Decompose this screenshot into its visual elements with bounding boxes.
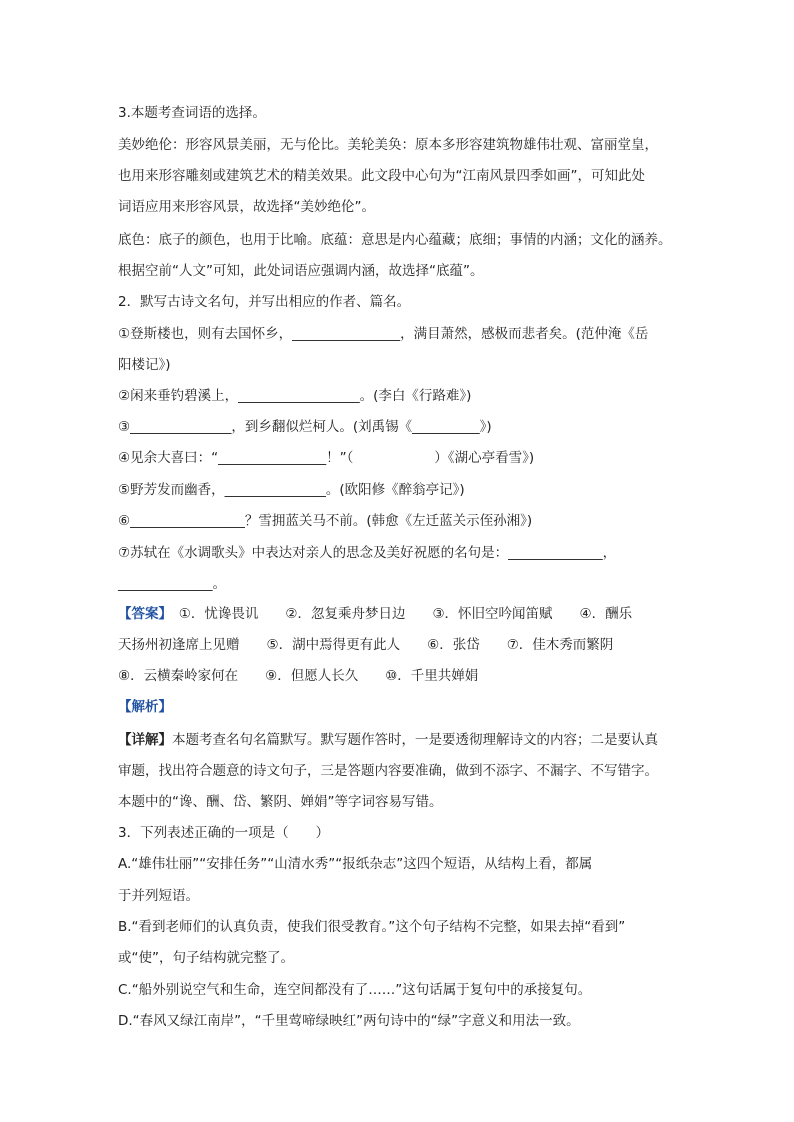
detail-text: 本题考查名句名篇默写。默写题作答时，一是要透彻理解诗文的内容；二是要认真 [172,732,658,748]
answer-tag: 【答案】 [118,606,166,622]
item-3-title: 3.本题考查词语的选择。 [118,105,266,121]
explanation-line: 底色：底子的颜色，也用于比喻。底蕴：意思是内心蕴藏；底细；事情的内涵；文化的涵养。 [118,232,672,248]
option-b: B.“看到老师们的认真负责，使我们很受教育。”这个句子结构不完整，如果去掉“看到” [118,919,626,935]
answer-line [118,605,632,623]
question-2-item: ④见余大喜曰：“________________！”（ ）《湖心亭看雪》) [118,450,535,466]
option-a: A.“雄伟壮丽”“安排任务”“山清水秀”“报纸杂志”这四个短语，从结构上看，都属 [118,856,593,872]
question-2-item: ①登斯楼也，则有去国怀乡，________________，满目萧然，感极而悲者矣。(范仲淹《岳 [118,326,649,342]
question-2-item: ③_______________，到乡翻似烂柯人。(刘禹锡《__________》) [118,419,492,435]
explanation-line: 也用来形容雕刻或建筑艺术的精美效果。此文段中心句为“江南风景四季如画”，可知此处 [118,168,645,184]
option-d: D.“春风又绿江南岸”，“千里莺啼绿映红”两句诗中的“绿”字意义和用法一致。 [118,1013,580,1029]
question-3-stem: 3．下列表述正确的一项是（ ） [118,825,330,841]
detail-tag: 【详解】 [118,732,172,748]
answer-text: ①．忧谗畏讥 ②．忽复乘舟梦日边 ③．怀旧空吟闻笛赋 ④．酬乐 [165,606,633,622]
question-2-item: 阳楼记》) [118,357,171,373]
answer-line: ⑧．云横秦岭家何在 ⑨．但愿人长久 ⑩．千里共婵娟 [118,668,479,684]
question-2-item: ⑥_________________？雪拥蓝关马不前。(韩愈《左迁蓝关示侄孙湘》) [118,513,533,529]
option-b-cont: 或“使”，句子结构就完整了。 [118,950,294,966]
answer-line: 天扬州初逢席上见赠 ⑤．湖中焉得更有此人 ⑥．张岱 ⑦．佳木秀而繁阴 [118,637,614,653]
explanation-line: 词语应用来形容风景，故选择“美妙绝伦”。 [118,199,375,215]
detail-line [118,731,658,749]
question-2-item: ⑤野芳发而幽香，_______________。(欧阳修《醉翁亭记》) [118,482,465,498]
option-c: C.“船外别说空气和生命，连空间都没有了……”这句话属于复句中的承接复句。 [118,982,592,998]
detail-line: 审题，找出符合题意的诗文句子，三是答题内容要准确，做到不添字、不漏字、不写错字。 [118,763,658,779]
explanation-line: 美妙绝伦：形容风景美丽，无与伦比。美轮美奂：原本多形容建筑物雄伟壮观、富丽堂皇， [118,137,658,153]
analysis-tag: 【解析】 [118,699,172,715]
explanation-line: 根据空前“人文”可知，此处词语应强调内涵，故选择“底蕴”。 [118,263,484,279]
question-2-item: ⑦苏轼在《水调歌头》中表达对亲人的思念及美好祝愿的名句是：______________， [118,545,617,561]
question-2-stem: 2．默写古诗文名句，并写出相应的作者、篇名。 [118,294,411,310]
question-2-item: ②闲来垂钓碧溪上，__________________。(李白《行路难》) [118,388,472,404]
question-2-item: ______________。 [118,576,226,592]
detail-line: 本题中的“谗、酬、岱、繁阴、婵娟”等字词容易写错。 [118,794,443,810]
option-a-cont: 于并列短语。 [118,888,199,904]
